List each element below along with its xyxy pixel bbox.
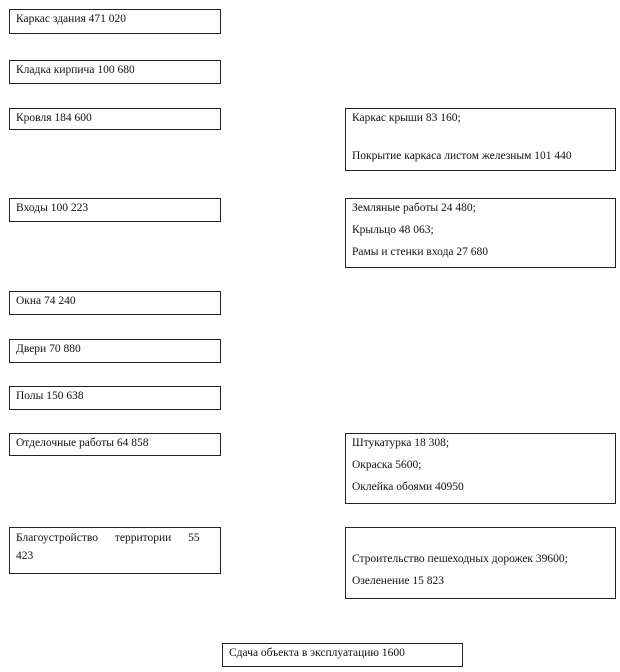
box-floors <box>9 386 221 410</box>
box-roof-details <box>345 108 616 171</box>
box-text-line-3: Рамы и стенки входа 27 680 <box>352 246 489 258</box>
box-building-frame <box>9 9 221 34</box>
box-text-line-1: Каркас крыши 83 160; <box>352 112 461 124</box>
box-entrance-details <box>345 198 616 268</box>
box-text: Кровля 184 600 <box>16 112 92 124</box>
box-text: Окна 74 240 <box>16 295 76 307</box>
box-text-line-1: Штукатурка 18 308; <box>352 437 450 449</box>
box-text: Входы 100 223 <box>16 202 89 214</box>
box-doors <box>9 339 221 363</box>
box-text-line-3: Оклейка обоями 40950 <box>352 481 464 493</box>
box-text-line-2: Озеленение 15 823 <box>352 575 444 587</box>
box-text-line-1: Благоустройство территории 55 <box>16 532 200 544</box>
box-text: Полы 150 638 <box>16 390 84 402</box>
box-windows <box>9 291 221 315</box>
box-finishing-details <box>345 433 616 504</box>
box-text-line-2: 423 <box>16 550 34 562</box>
box-text: Отделочные работы 64 858 <box>16 437 149 449</box>
box-text: Каркас здания 471 020 <box>16 13 127 25</box>
box-brick-laying <box>9 60 221 84</box>
box-landscaping-details <box>345 527 616 599</box>
box-entrances <box>9 198 221 222</box>
box-finishing-works <box>9 433 221 456</box>
box-roof <box>9 108 221 130</box>
box-commissioning <box>222 643 463 667</box>
box-text-line-2: Крыльцо 48 063; <box>352 224 434 236</box>
box-landscaping <box>9 527 221 574</box>
box-text-line-1: Земляные работы 24 480; <box>352 202 476 214</box>
box-text-line-1: Строительство пешеходных дорожек 39600; <box>352 553 568 565</box>
box-text: Кладка кирпича 100 680 <box>16 64 135 76</box>
box-text-line-2: Окраска 5600; <box>352 459 422 471</box>
box-text: Сдача объекта в эксплуатацию 1600 <box>229 647 405 659</box>
box-text-line-2: Покрытие каркаса листом железным 101 440 <box>352 150 572 162</box>
box-text: Двери 70 880 <box>16 343 81 355</box>
